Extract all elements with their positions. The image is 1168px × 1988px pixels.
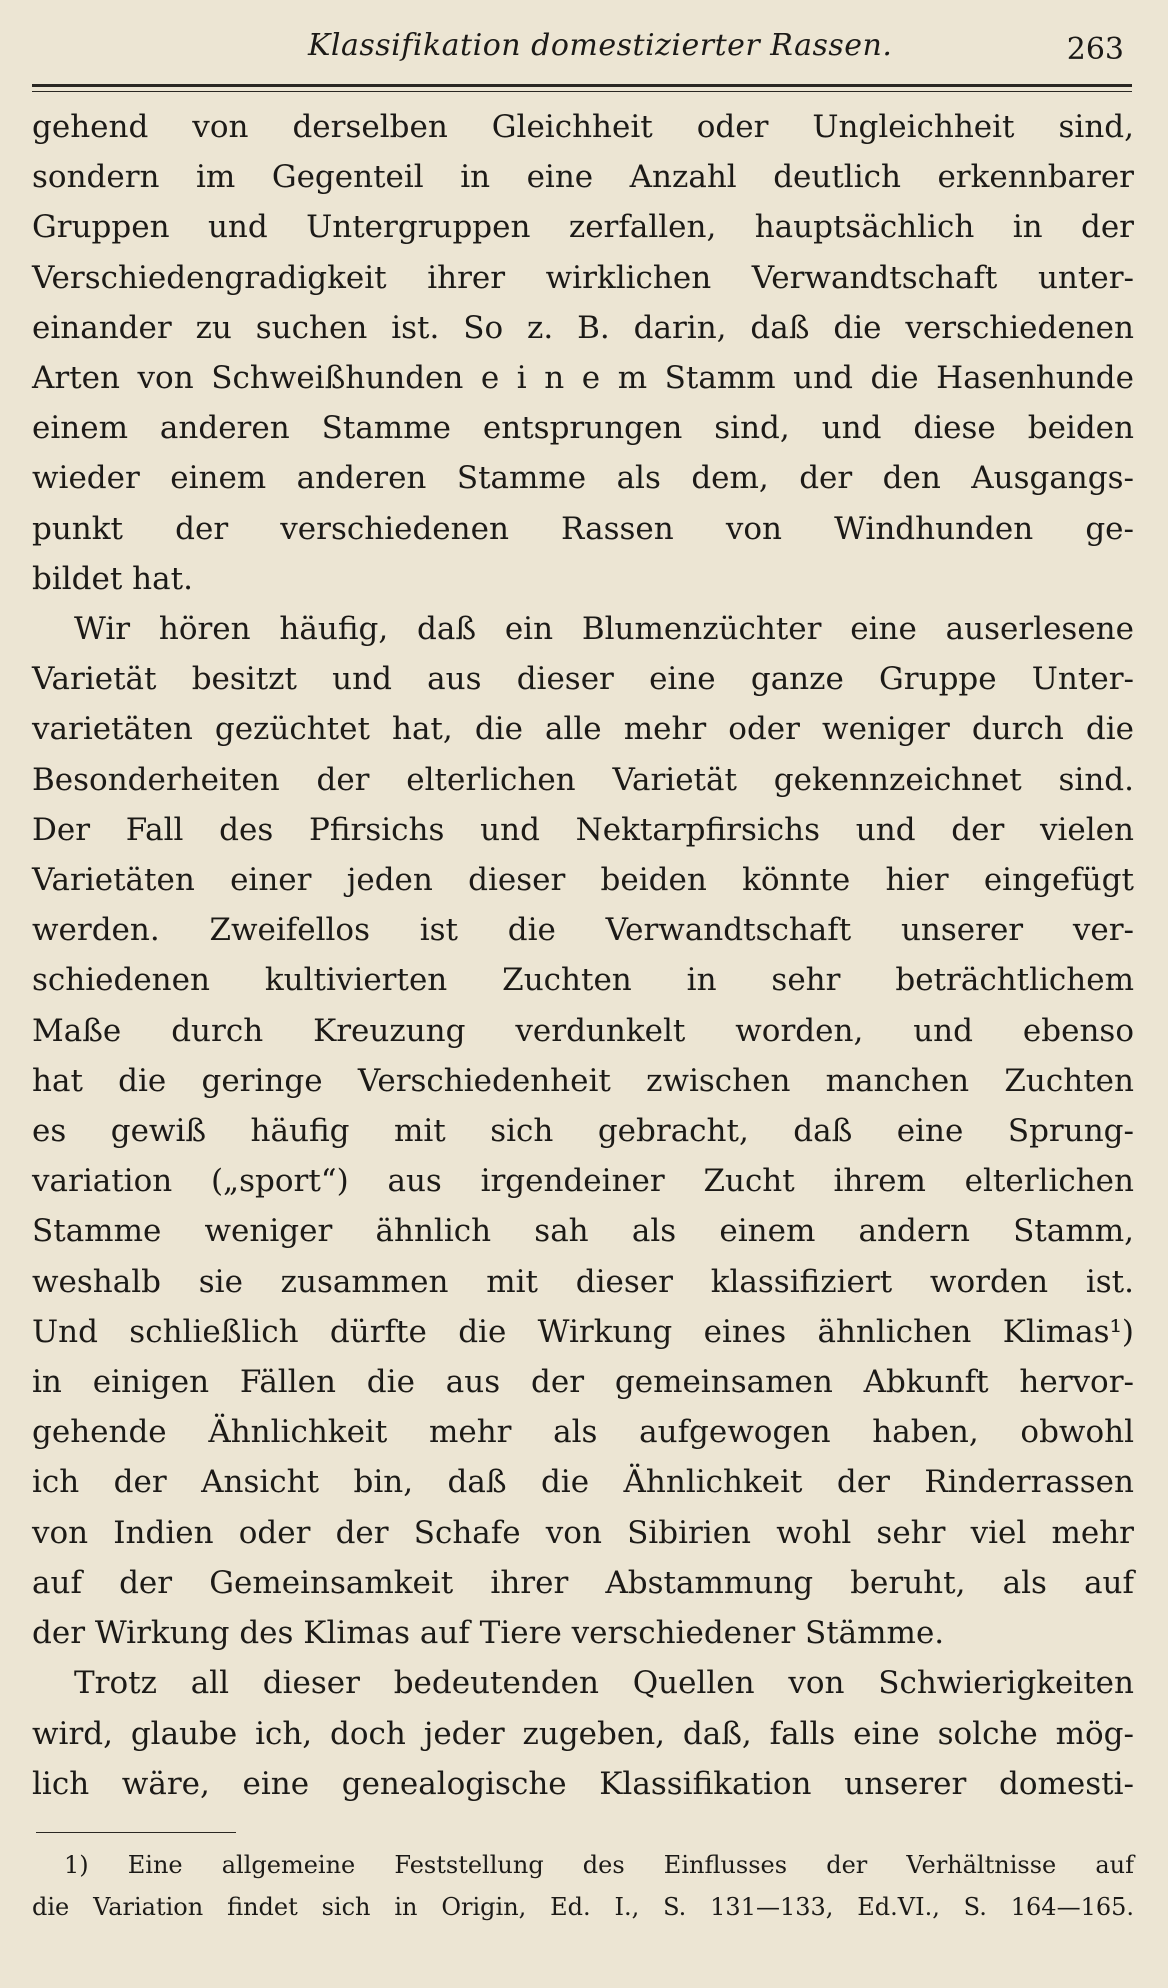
footnote [32,1844,1134,1928]
header-rule [32,84,1132,92]
text-line: Verschiedengradigkeit ihrer wirklichen Verwandtschaft unter- [32,259,1134,296]
footnote-line: die Variation findet sich in Origin, Ed. I., S. 131—133, Ed.VI., S. 164—165. [32,1893,1134,1921]
text-line: Und schließlich dürfte die Wirkung eines ähnlichen Klimas¹) [32,1313,1134,1350]
text-line: variation („sport“) aus irgendeiner Zucht ihrem elterlichen [32,1163,1134,1200]
text-line: Maße durch Kreuzung verdunkelt worden, und ebenso [32,1012,1134,1049]
text-line: schiedenen kultivierten Zuchten in sehr beträchtlichem [32,962,1134,999]
text-line: punkt der verschiedenen Rassen von Windhunden ge- [32,510,1134,547]
text-line: bildet hat. [32,560,193,597]
footnotes [32,1844,1134,1928]
text-line: weshalb sie zusammen mit dieser klassifiziert worden ist. [32,1263,1134,1300]
text-line: sondern im Gegenteil in eine Anzahl deutlich erkennbarer [32,159,1134,196]
text-line: es gewiß häufig mit sich gebracht, daß eine Sprung- [32,1113,1134,1150]
text-line: in einigen Fällen die aus der gemeinsamen Abkunft hervor- [32,1364,1134,1401]
text-line: einem anderen Stamme entsprungen sind, und diese beiden [32,410,1134,447]
text-line: Arten von Schweißhunden e i n e m Stamm und die Hasenhunde [32,360,1134,397]
body-text [32,102,1134,1809]
text-line: von Indien oder der Schafe von Sibirien wohl sehr viel mehr [32,1514,1134,1551]
text-line: wieder einem anderen Stamme als dem, der den Ausgangs- [32,460,1134,497]
paragraph [32,1658,1134,1809]
text-line: Stamme weniger ähnlich sah als einem andern Stamm, [32,1213,1134,1250]
text-line: Der Fall des Pfirsichs und Nektarpfirsichs und der vielen [32,811,1134,848]
page-header [32,18,1132,78]
text-line: gehend von derselben Gleichheit oder Ungleichheit sind, [32,109,1134,145]
footnote-divider [36,1832,236,1833]
text-line: der Wirkung des Klimas auf Tiere verschiedener Stämme. [32,1615,945,1652]
text-line: auf der Gemeinsamkeit ihrer Abstammung beruht, als auf [32,1564,1134,1601]
text-line: varietäten gezüchtet hat, die alle mehr oder weniger durch die [32,711,1134,748]
running-title: Klassifikation domestizierter Rassen. [308,28,893,63]
text-line: gehende Ähnlichkeit mehr als aufgewogen haben, obwohl [32,1414,1134,1451]
text-line: Trotz all dieser bedeutenden Quellen von Schwierigkeiten [74,1665,1134,1702]
text-line: Besonderheiten der elterlichen Varietät gekennzeichnet sind. [32,761,1134,798]
text-line: werden. Zweifellos ist die Verwandtschaft unserer ver- [32,912,1134,949]
footnote-line: 1) Eine allgemeine Feststellung des Einflusses der Verhältnisse auf [64,1851,1134,1879]
text-line: wird, glaube ich, doch jeder zugeben, daß, falls eine solche mög- [32,1715,1134,1752]
paragraph [32,604,1134,1658]
text-line: Varietät besitzt und aus dieser eine ganze Gruppe Unter- [32,661,1134,698]
text-line: ich der Ansicht bin, daß die Ähnlichkeit der Rinderrassen [32,1464,1134,1501]
text-line: Gruppen und Untergruppen zerfallen, hauptsächlich in der [32,209,1134,246]
text-line: Varietäten einer jeden dieser beiden könnte hier eingefügt [32,862,1134,899]
text-line: Wir hören häufig, daß ein Blumenzüchter eine auserlesene [74,611,1134,648]
text-line: hat die geringe Verschiedenheit zwischen manchen Zuchten [32,1062,1134,1099]
page-number: 263 [1066,32,1124,67]
text-line: einander zu suchen ist. So z. B. darin, daß die verschiedenen [32,309,1134,346]
text-line: lich wäre, eine genealogische Klassifikation unserer domesti- [32,1765,1134,1802]
paragraph [32,102,1134,604]
